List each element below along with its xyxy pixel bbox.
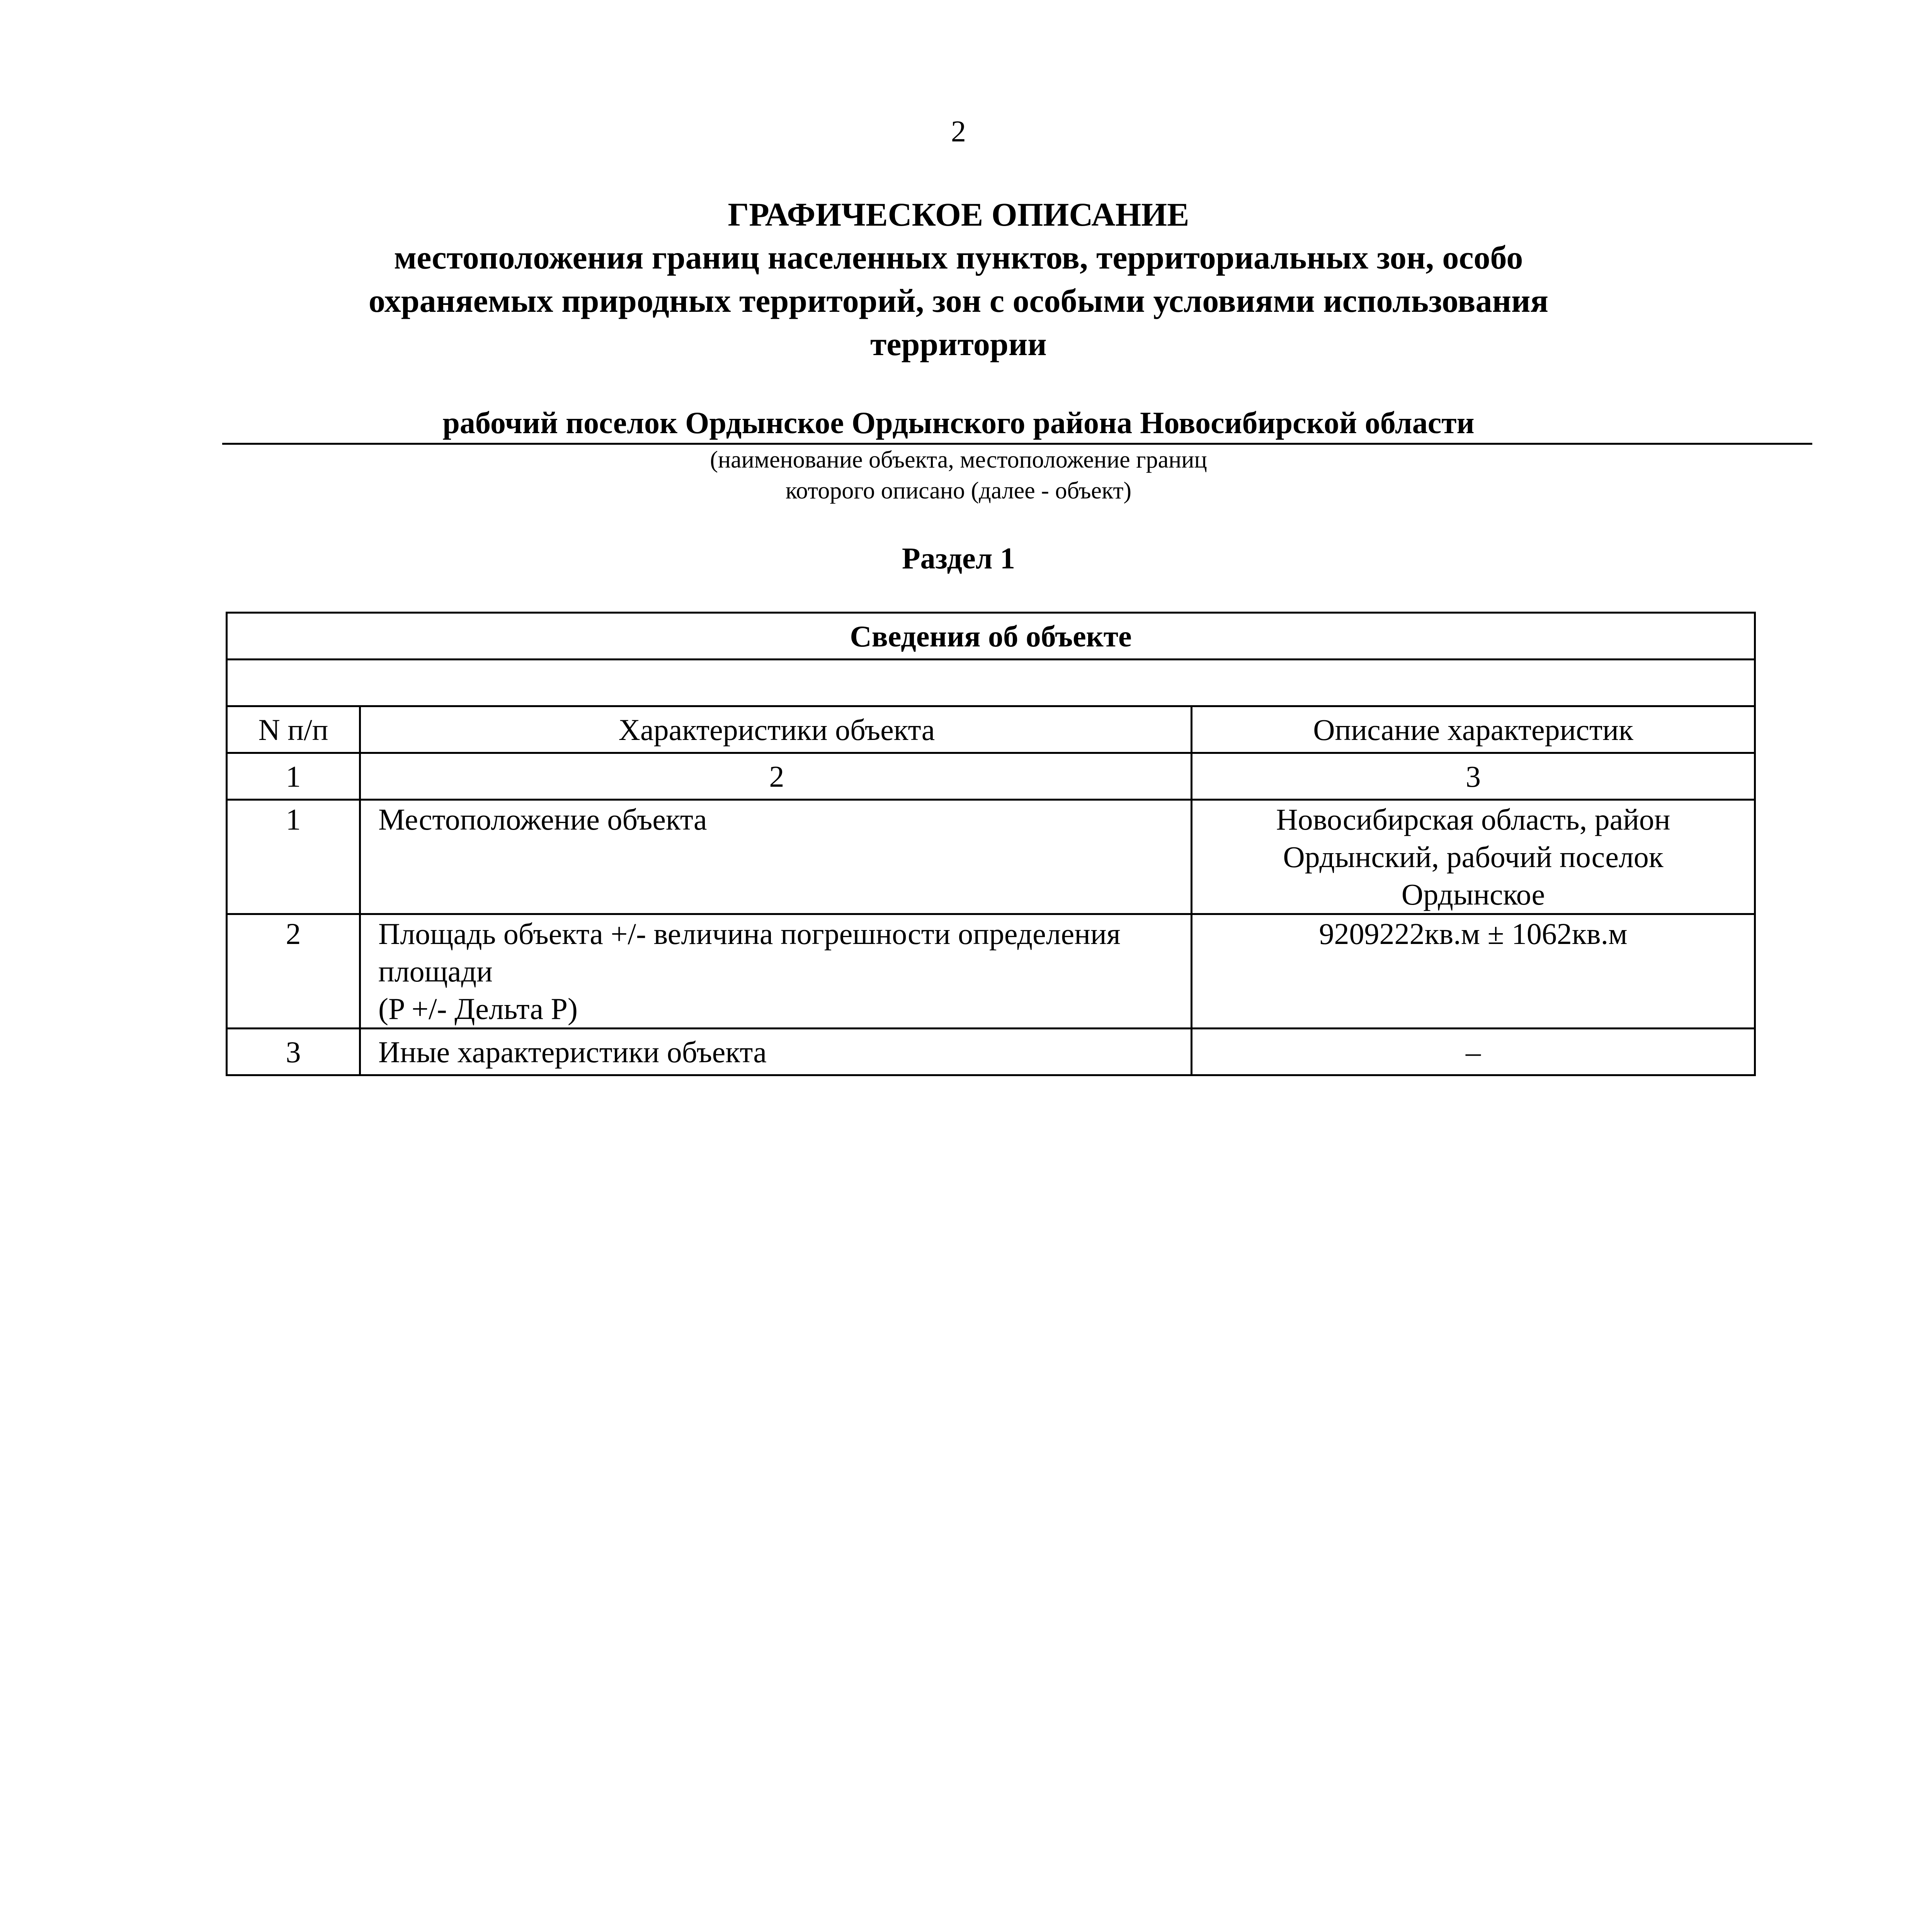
table-title-row — [227, 613, 1755, 660]
object-caption-line1: (наименование объекта, местоположение границ — [710, 447, 1207, 473]
row-number-cell: 1 — [227, 800, 360, 914]
characteristic-line: Площадь объекта +/- величина погрешности определения площади — [378, 917, 1121, 988]
row-number-cell: 3 — [227, 1029, 360, 1075]
description-cell: 9209222кв.м ± 1062кв.м — [1192, 914, 1755, 1029]
table-row — [227, 914, 1755, 1029]
object-info-table — [226, 612, 1756, 1076]
table-title: Сведения об объекте — [227, 613, 1755, 660]
document-subtitle: местоположения границ населенных пунктов, территориальных зон, особо охраняемых природных территорий, зон с особыми условиями использования территории — [368, 239, 1549, 362]
header-cell-number: N п/п — [227, 706, 360, 753]
row-number-cell: 2 — [227, 914, 360, 1029]
object-name: рабочий поселок Ордынское Ордынского района Новосибирской области — [442, 406, 1475, 440]
characteristic-cell — [360, 914, 1192, 1029]
column-number-cell: 3 — [1192, 753, 1755, 800]
table-column-numbers-row — [227, 753, 1755, 800]
section-title: Раздел 1 — [902, 541, 1015, 575]
document-title: ГРАФИЧЕСКОЕ ОПИСАНИЕ — [728, 196, 1189, 233]
table-header-row — [227, 706, 1755, 753]
header-cell-description: Описание характеристик — [1192, 706, 1755, 753]
description-cell: Новосибирская область, район Ордынский, рабочий поселок Ордынское — [1192, 800, 1755, 914]
object-caption — [0, 444, 1917, 506]
table-empty-cell — [227, 660, 1755, 706]
object-caption-line2: которого описано (далее - объект) — [785, 478, 1132, 504]
description-cell: – — [1192, 1029, 1755, 1075]
column-number-cell: 1 — [227, 753, 360, 800]
table-empty-row — [227, 660, 1755, 706]
table-row — [227, 800, 1755, 914]
characteristic-cell: Иные характеристики объекта — [360, 1029, 1192, 1075]
characteristic-cell: Местоположение объекта — [360, 800, 1192, 914]
page-number: 2 — [951, 114, 966, 148]
column-number-cell: 2 — [360, 753, 1192, 800]
table-row — [227, 1029, 1755, 1075]
characteristic-line: (P +/- Дельта P) — [378, 992, 578, 1026]
header-cell-characteristic: Характеристики объекта — [360, 706, 1192, 753]
